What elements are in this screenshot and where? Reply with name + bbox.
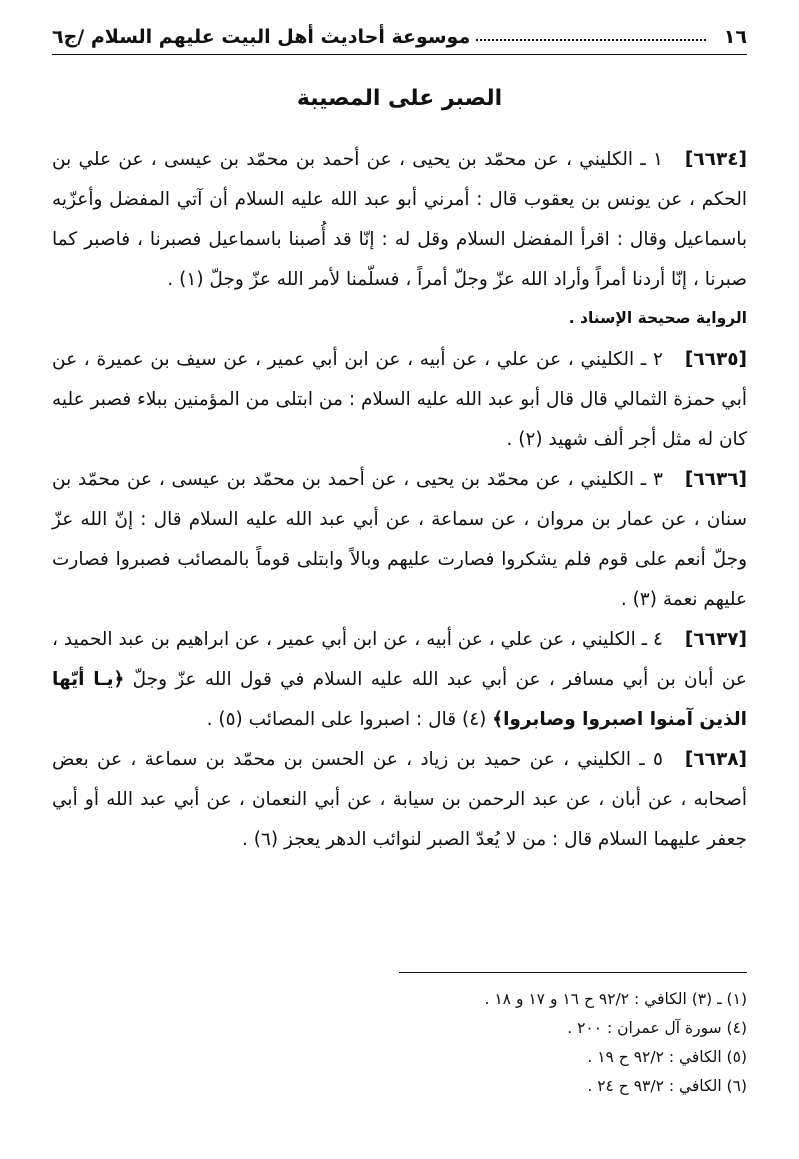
page-number: ١٦ — [723, 26, 747, 48]
book-title: موسوعة أحاديث أهل البيت عليهم السلام /ج٦ — [52, 26, 471, 48]
hadith-6634 — [52, 140, 747, 300]
hadith-text: ٣ ـ الكليني ، عن محمّد بن يحيى ، عن أحمد بن محمّد بن عيسى ، عن محمّد بن سنان ، عن عمار بن مروان ، عن سماعة ، عن أبي عبد الله عليه السلام قال : إنّ الله عزّ وجلّ أنعم على قوم فلم يشكروا فصارت عليهم وبالاً وابتلى قوماً بالمصائب فصبروا فصارت عليهم نعمة (٣) . — [52, 469, 747, 610]
hadith-number: [٦٦٣٥] — [684, 349, 747, 370]
hadith-text: ٤ ـ الكليني ، عن علي ، عن أبيه ، عن ابن أبي عمير ، عن ابراهيم بن عبد الحميد ، عن أبان بن أبي مسافر ، عن أبي عبد الله عليه السلام في قول الله عزّ وجلّ — [52, 629, 747, 690]
footnote: (٥) الكافي : ٩٢/٢ ح ١٩ . — [587, 1048, 747, 1066]
hadith-number: [٦٦٣٨] — [684, 749, 747, 770]
footnote: (١) ـ (٣) الكافي : ٩٢/٢ ح ١٦ و ١٧ و ١٨ . — [484, 990, 747, 1008]
hadith-grade: الرواية صحيحة الإسناد . — [568, 309, 747, 327]
hadith-6637 — [52, 620, 747, 740]
hadith-text: ٥ ـ الكليني ، عن حميد بن زياد ، عن الحسن بن محمّد بن سماعة ، عن بعض أصحابه ، عن أبان ، عن عبد الرحمن بن سيابة ، عن أبي النعمان ، عن أبي عبد الله أو أبي جعفر عليهما السلام قال : من لا يُعدّ الصبر لنوائب الدهر يعجز (٦) . — [52, 749, 747, 850]
footnotes — [52, 985, 747, 1101]
running-header — [52, 20, 747, 55]
quran-verse: ﴿يـا أيّها الذين آمنوا اصبروا وصابروا﴾ — [52, 669, 747, 730]
hadith-text: ٢ ـ الكليني ، عن علي ، عن أبيه ، عن ابن أبي عمير ، عن سيف بن عميرة ، عن أبي حمزة الثمالي قال قال أبو عبد الله عليه السلام : من ابتلى من المؤمنين ببلاء فصبر عليه كان له مثل أجر ألف شهيد (٢) . — [52, 349, 747, 450]
hadith-list — [52, 140, 747, 860]
hadith-6635 — [52, 340, 747, 460]
hadith-6638 — [52, 740, 747, 860]
hadith-text: ١ ـ الكليني ، عن محمّد بن يحيى ، عن أحمد بن محمّد بن عيسى ، عن علي بن الحكم ، عن يونس بن يعقوب قال : أمرني أبو عبد الله عليه السلام أن آتي المفضل وأعزّيه باسماعيل وقال : اقرأ المفضل السلام وقل له : إنّا قد أُصبنا باسماعيل فصبرنا ، فاصبر كما صبرنا ، إنّا أردنا أمراً وأراد الله عزّ وجلّ أمراً ، فسلّمنا لأمر الله عزّ وجلّ (١) . — [52, 149, 747, 290]
footnote: (٤) سورة آل عمران : ٢٠٠ . — [567, 1019, 747, 1037]
hadith-text-after: (٤) قال : اصبروا على المصائب (٥) . — [206, 709, 493, 730]
chapter-title: الصبر على المصيبة — [296, 86, 503, 111]
footnote: (٦) الكافي : ٩٣/٢ ح ٢٤ . — [587, 1077, 747, 1095]
hadith-6636 — [52, 460, 747, 620]
hadith-number: [٦٦٣٧] — [684, 629, 747, 650]
header-dot-leader — [476, 29, 706, 41]
hadith-number: [٦٦٣٤] — [684, 149, 747, 170]
hadith-number: [٦٦٣٦] — [684, 469, 747, 490]
footnote-separator — [399, 972, 747, 973]
